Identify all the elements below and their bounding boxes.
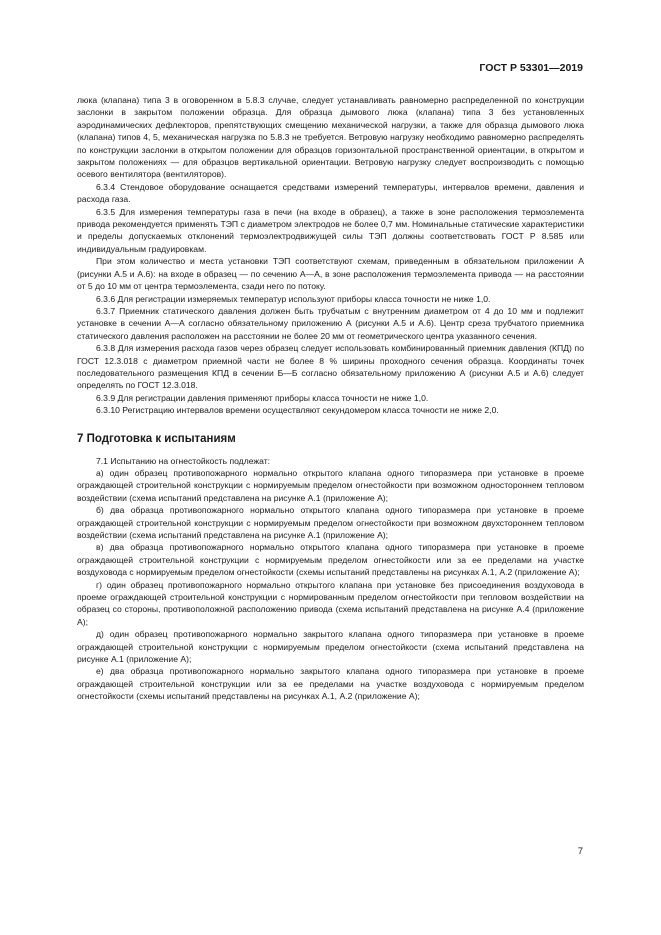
paragraph: 6.3.7 Приемник статического давления должен быть трубчатым с внутренним диаметром от 4 до 10 мм и подлежит установке в сечении А—А согласно обязательному приложению А (рисунки А.5 и А.6). Центр среза трубчатого приемника статического давления расположен на расстоянии не более 20 мм от геометрического центра указанного сечения. xyxy=(77,305,584,341)
paragraphs-after-section xyxy=(77,455,584,703)
paragraph: д) один образец противопожарного нормально закрытого клапана одного типоразмера при установке в проеме ограждающей строительной конструкции с нормируемым пределом огнестойкости (схема испытаний представлена на рисунке А.1 (приложение А); xyxy=(77,629,584,665)
paragraph: При этом количество и места установки ТЭП соответствуют схемам, приведенным в обязательном приложении А (рисунки А.5 и А.6): на входе в образец — по сечению А—А, в зоне расположения термоэлемента привода — на расстоянии от 5 до 10 мм от центра термоэлемента, сзади него по потоку. xyxy=(77,256,584,292)
page-number: 7 xyxy=(577,846,583,857)
paragraph: 6.3.6 Для регистрации измеряемых температур используют приборы класса точности не ниже 1,0. xyxy=(96,293,491,304)
page-content xyxy=(77,94,584,703)
paragraph: г) один образец противопожарного нормально открытого клапана при установке без присоединения воздуховода в проеме ограждающей строительной конструкции с нормированным пределом огнестойкости при тепловом воздействии на образец со стороны, противоположной расположению привода (схема испытаний представлена на рисунке А.4 (приложение А); xyxy=(77,579,584,627)
paragraph: а) один образец противопожарного нормально открытого клапана одного типоразмера при установке в проеме ограждающей строительной конструкции с нормируемым пределом огнестойкости при возможном одностороннем тепловом воздействии (схема испытаний представлена на рисунке А.1 (приложение А); xyxy=(77,467,584,503)
paragraph: 6.3.9 Для регистрации давления применяют приборы класса точности не ниже 1,0. xyxy=(96,392,429,403)
paragraph: 6.3.5 Для измерения температуры газа в печи (на входе в образец), а также в зоне расположения термоэлемента привода рекомендуется применять ТЭП с диаметром электродов не более 0,7 мм. Номинальные статические характеристики и пределы допускаемых отклонений термоэлектродвижущей силы ТЭП должны соответствовать ГОСТ Р 8.585 или индивидуальным градуировкам. xyxy=(77,206,584,254)
paragraph: е) два образца противопожарного нормально закрытого клапана одного типоразмера при установке в проеме ограждающей строительной конструкции или за ее пределами на участке воздуховода с нормируемым пределом огнестойкости (схемы испытаний представлены на рисунках А.1, А.2 (приложение А); xyxy=(77,666,584,702)
paragraph: в) два образца противопожарного нормально открытого клапана одного типоразмера при установке в проеме ограждающей строительной конструкции с нормируемым пределом огнестойкости или за ее пределами на участке воздуховода с нормируемым пределом огнестойкости (схемы испытаний представлены на рисунках А.1, А.2 (приложение А); xyxy=(77,542,584,578)
section-title: 7 Подготовка к испытаниям xyxy=(77,432,236,445)
paragraph: 6.3.10 Регистрацию интервалов времени осуществляют секундомером класса точности не ниже 2,0. xyxy=(96,405,499,416)
paragraph: 6.3.8 Для измерения расхода газов через образец следует использовать комбинированный приемник давления (КПД) по ГОСТ 12.3.018 с диаметром приемной части не более 8 % ширины проходного сечения образца. Координаты точек последовательного размещения КПД в сечении Б—Б согласно обязательному приложению А (рисунки А.5 и А.6) следует определять по ГОСТ 12.3.018. xyxy=(77,343,584,391)
paragraphs-before-section xyxy=(77,94,584,417)
paragraph: люка (клапана) типа 3 в оговоренном в 5.8.3 случае, следует устанавливать равномерно распределенной по конструкции заслонки в закрытом положении образца. Для образца дымового люка (клапана) типа 3 без установленных аэродинамических дефлекторов, препятствующих смещению механической нагрузки, а также для образца дымового люка (клапана) типов 4, 5, механическая нагрузка по 5.8.3 не требуется. Ветровую нагрузку необходимо равномерно распределять по конструкции заслонки в открытом положении для образцов горизонтальной пространственной ориентации, в открытом и закрытом положениях — для образцов вертикальной ориентации. Ветровую нагрузку следует воспроизводить с помощью осевого вентилятора (вентиляторов). xyxy=(77,95,584,180)
paragraph: 7.1 Испытанию на огнестойкость подлежат: xyxy=(96,455,271,466)
document-code: ГОСТ Р 53301—2019 xyxy=(479,62,583,74)
paragraph: 6.3.4 Стендовое оборудование оснащается средствами измерений температуры, интервалов времени, давления и расхода газа. xyxy=(77,181,584,205)
paragraph: б) два образца противопожарного нормально открытого клапана одного типоразмера при установке в проеме ограждающей строительной конструкции с нормируемым пределом огнестойкости при возможном двухстороннем тепловом воздействии (схема испытаний представлена на рисунке А.1 (приложение А); xyxy=(77,505,584,540)
